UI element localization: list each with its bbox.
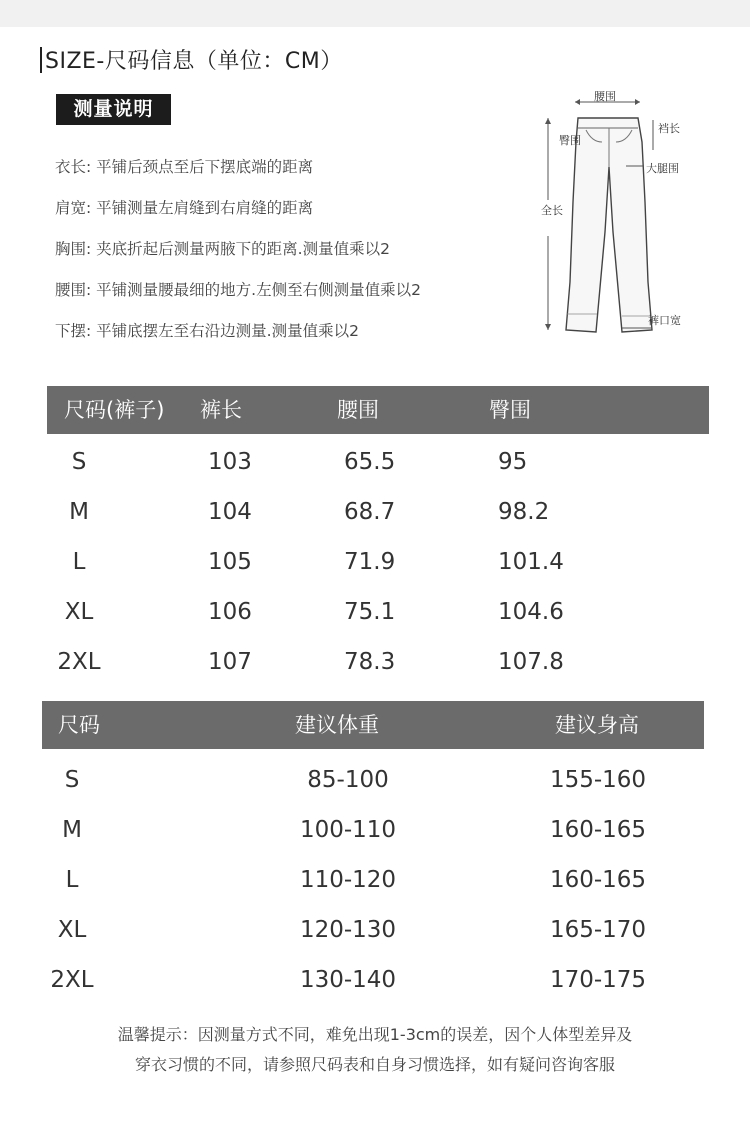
pants-cell-waist: 78.3	[344, 649, 396, 675]
page-title	[40, 44, 343, 75]
fit-cell-height: 155-160	[549, 767, 647, 793]
measure-line-shoulder: 肩宽: 平铺测量左肩缝到右肩缝的距离	[55, 199, 314, 217]
pants-cell-length: 105	[208, 549, 252, 575]
pants-cell-length: 106	[208, 599, 252, 625]
pants-table-header	[47, 386, 709, 434]
top-strip	[0, 0, 750, 27]
pants-cell-length: 104	[208, 499, 252, 525]
pants-header-length: 裤长	[200, 398, 242, 422]
pants-cell-hip: 101.4	[498, 549, 564, 575]
fit-cell-height: 160-165	[549, 867, 647, 893]
fit-table-header	[42, 701, 704, 749]
pants-cell-length: 107	[208, 649, 252, 675]
fit-cell-size: L	[65, 867, 79, 893]
note-line-2: 穿衣习惯的不同，请参照尺码表和自身习惯选择，如有疑问咨询客服	[134, 1055, 615, 1074]
diagram-length-label: 全长	[541, 204, 563, 217]
measure-line-hem: 下摆: 平铺底摆左至右沿边测量.测量值乘以2	[55, 322, 359, 340]
pants-header-waist: 腰围	[337, 398, 379, 422]
fit-cell-weight: 110-120	[299, 867, 397, 893]
fit-cell-height: 170-175	[549, 967, 647, 993]
fit-cell-weight: 85-100	[307, 767, 389, 793]
diagram-rise-label: 裆长	[658, 122, 680, 135]
title-bar-mark	[40, 47, 42, 73]
fit-cell-height: 160-165	[549, 817, 647, 843]
note-line-1: 温馨提示：因测量方式不同，难免出现1-3cm的误差，因个人体型差异及	[117, 1025, 633, 1044]
pants-cell-waist: 68.7	[344, 499, 396, 525]
title-text: SIZE-尺码信息（单位：CM）	[45, 49, 343, 74]
pants-cell-hip: 98.2	[498, 499, 550, 525]
fit-cell-size: XL	[57, 917, 87, 943]
pants-cell-waist: 65.5	[344, 449, 396, 475]
measure-line-chest: 胸围: 夹底折起后测量两腋下的距离.测量值乘以2	[55, 240, 390, 258]
fit-header-weight: 建议体重	[295, 713, 379, 737]
fit-cell-size: M	[62, 817, 82, 843]
fit-cell-weight: 130-140	[299, 967, 397, 993]
pants-cell-size: 2XL	[57, 649, 101, 675]
measure-line-length: 衣长: 平铺后颈点至后下摆底端的距离	[55, 158, 314, 176]
fit-cell-height: 165-170	[549, 917, 647, 943]
pants-diagram	[520, 82, 700, 342]
diagram-thigh-label: 大腿围	[646, 162, 679, 175]
pants-cell-size: L	[72, 549, 86, 575]
pants-cell-size: XL	[64, 599, 94, 625]
fit-cell-size: 2XL	[50, 967, 94, 993]
measure-line-waist: 腰围: 平铺测量腰最细的地方.左侧至右侧测量值乘以2	[55, 281, 421, 299]
fit-header-size: 尺码	[58, 713, 100, 737]
pants-cell-waist: 75.1	[344, 599, 396, 625]
pants-cell-hip: 107.8	[498, 649, 564, 675]
pants-cell-size: M	[69, 499, 89, 525]
pants-header-size: 尺码(裤子)	[64, 398, 165, 422]
pants-cell-hip: 95	[498, 449, 528, 475]
fit-cell-weight: 100-110	[299, 817, 397, 843]
pants-cell-waist: 71.9	[344, 549, 396, 575]
fit-cell-weight: 120-130	[299, 917, 397, 943]
diagram-hem-label: 裤口宽	[648, 314, 681, 327]
pants-cell-size: S	[71, 449, 87, 475]
measure-heading: 测量说明	[56, 94, 171, 125]
diagram-hip-label: 臀围	[559, 134, 581, 147]
pants-cell-hip: 104.6	[498, 599, 564, 625]
fit-header-height: 建议身高	[555, 713, 639, 737]
diagram-waist-label: 腰围	[594, 90, 616, 103]
pants-cell-length: 103	[208, 449, 252, 475]
fit-cell-size: S	[64, 767, 80, 793]
pants-header-hip: 臀围	[489, 398, 531, 422]
